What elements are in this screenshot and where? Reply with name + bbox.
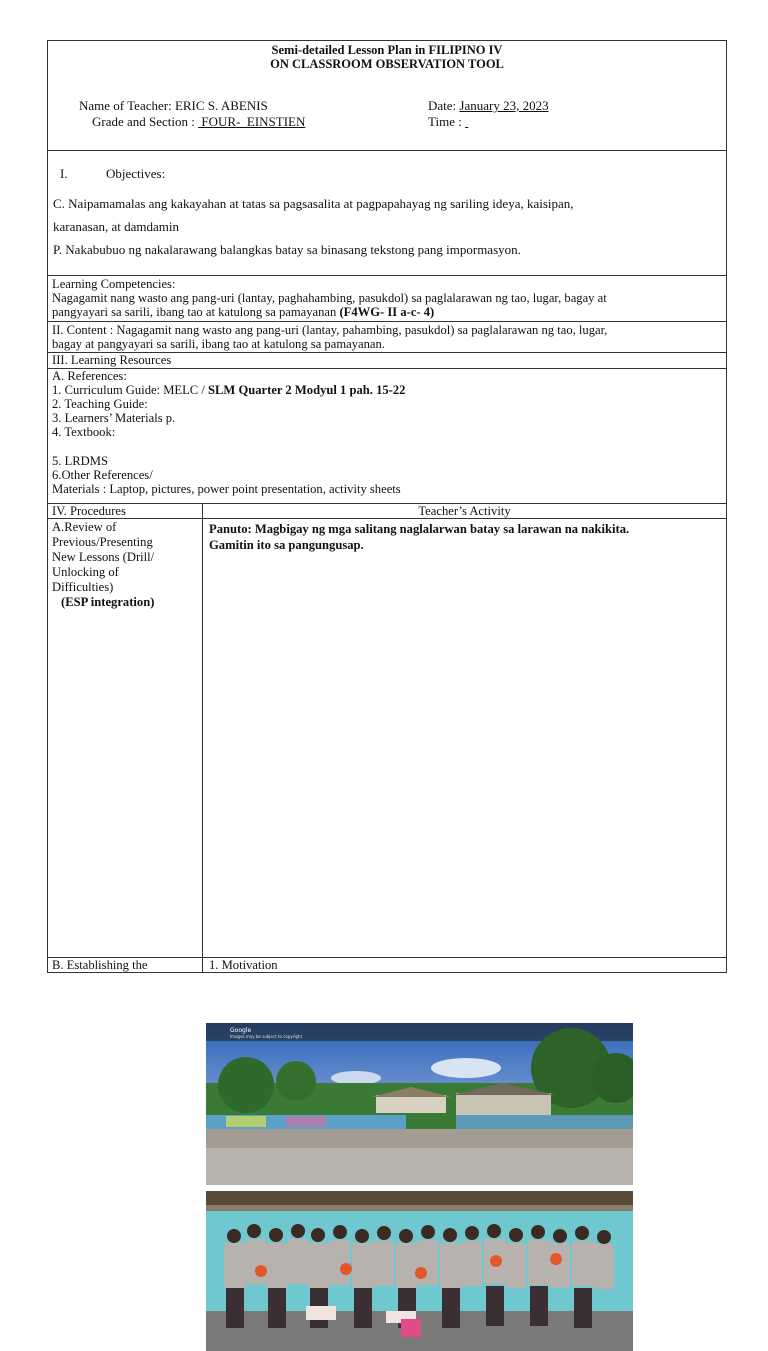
references-label: A. References:: [52, 369, 127, 383]
document-title: Semi-detailed Lesson Plan in FILIPINO IV: [271, 43, 503, 57]
procedure-step-column: [48, 504, 203, 957]
objective-c-continued: karanasan, at damdamin: [53, 219, 179, 234]
learners-materials: 3. Learners’ Materials p.: [52, 411, 176, 425]
materials: Materials : Laptop, pictures, power point presentation, activity sheets: [52, 482, 401, 496]
grade-value: FOUR- EINSTIEN: [198, 114, 306, 129]
motivation-label: 1. Motivation: [209, 958, 278, 972]
content-line2: bagay at pangyayari sa sarili, ibang tao at katulong sa pamayanan.: [52, 337, 385, 351]
competency-code: (F4WG- II a-c- 4): [339, 305, 435, 319]
document-subtitle: ON CLASSROOM OBSERVATION TOOL: [270, 57, 504, 71]
content-line1: II. Content : Nagagamit nang wasto ang pang-uri (lantay, pahambing, pasukdol) sa paglalarawan ng tao, lugar,: [52, 323, 608, 337]
esp-integration: (ESP integration): [61, 595, 155, 609]
grade-section: Grade and Section : FOUR- EINSTIEN: [92, 114, 306, 129]
resources-heading: III. Learning Resources: [52, 353, 172, 367]
objectives-section: [47, 150, 727, 275]
establishing-row: [47, 958, 727, 973]
competencies-line2: pangyayari sa sarili, ibang tao at katulong sa pamayanan (F4WG- II a-c- 4): [52, 305, 435, 319]
time-field: Time :: [428, 114, 468, 130]
teacher-name: Name of Teacher: ERIC S. ABENIS: [79, 98, 268, 113]
lrdms: 5. LRDMS: [52, 454, 108, 468]
lesson-plan-header: [47, 40, 727, 150]
objective-p: P. Nakabubuo ng nakalarawang balangkas batay sa binasang tekstong pang impormasyon.: [53, 242, 521, 257]
textbook: 4. Textbook:: [52, 425, 116, 439]
teachers-activity-heading: Teacher’s Activity: [418, 504, 511, 518]
group-photo: [206, 1191, 633, 1351]
activity-instruction: Panuto: Magbigay ng mga salitang naglalarwan batay sa larawan na nakikita. Gamitin ito sa pangungusap.: [209, 522, 630, 552]
time-value: [465, 114, 468, 129]
curriculum-guide: 1. Curriculum Guide: MELC / SLM Quarter 2 Modyul 1 pah. 15-22: [52, 383, 406, 397]
objective-c: C. Naipamamalas ang kakayahan at tatas sa pagsasalita at pagpapahayag ng sariling ideya, kaisipan,: [53, 196, 574, 211]
procedures-heading: IV. Procedures: [52, 504, 126, 518]
content-section: [47, 321, 727, 352]
other-references: 6.Other References/: [52, 468, 153, 482]
teaching-guide: 2. Teaching Guide:: [52, 397, 148, 411]
competencies-line1: Nagagamit nang wasto ang pang-uri (lantay, paghahambing, pasukdol) sa paglalarawan ng tao, lugar, bagay at: [52, 291, 607, 305]
objectives-heading: I. Objectives:: [60, 166, 166, 181]
references-section: [47, 368, 727, 503]
competencies-section: [47, 275, 727, 321]
review-step-label: A.Review of Previous/Presenting New Lessons (Drill/ Unlocking of Difficulties) (ESP integration): [52, 520, 155, 609]
date-value: January 23, 2023: [459, 98, 549, 113]
establishing-label: B. Establishing the: [48, 958, 203, 972]
copyright-note: Images may be subject to copyright: [230, 1034, 303, 1039]
date-field: Date: January 23, 2023: [428, 98, 549, 113]
resources-heading-row: [47, 352, 727, 368]
school-exterior-photo: [206, 1023, 633, 1185]
competencies-label: Learning Competencies:: [52, 277, 176, 291]
google-label: Google: [230, 1027, 252, 1034]
